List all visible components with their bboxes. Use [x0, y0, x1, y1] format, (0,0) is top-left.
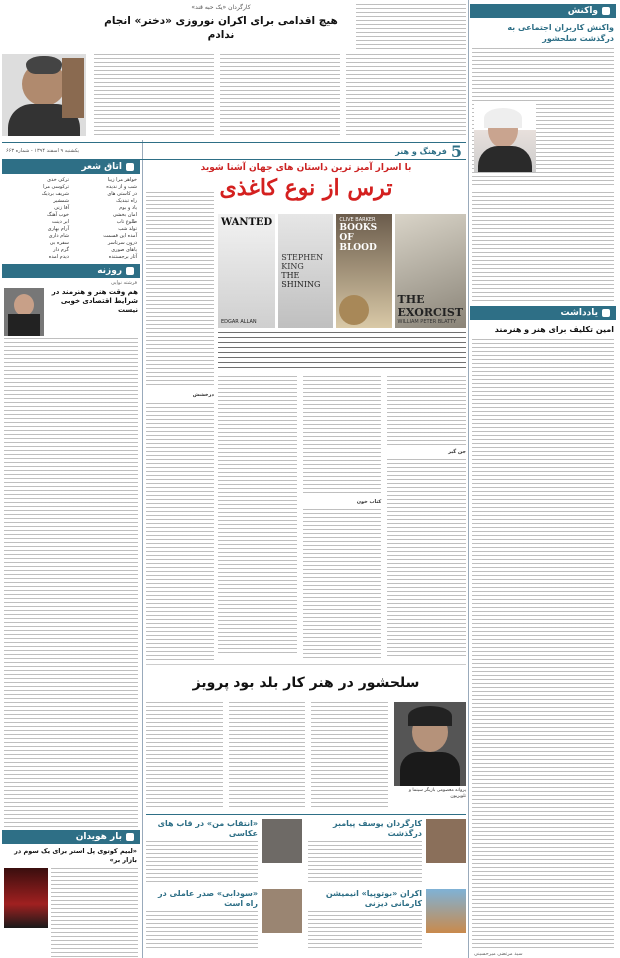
poetry-item: طلوع تاب	[116, 219, 137, 225]
section-bar-vakonesh: واکنش	[470, 4, 616, 18]
bar-title: «لبیم کوتوی پل استر برای یک سوم در بازار بر»	[14, 847, 137, 864]
subhead-exorcist: جن گیر	[448, 449, 466, 455]
column-rule	[142, 140, 143, 958]
bar-body	[51, 868, 138, 958]
poetry-list	[2, 174, 140, 264]
article-soudabi-title: «سودابی» صدر عاملی در راه است	[158, 889, 258, 908]
feature-left-col	[146, 192, 214, 662]
photo-caption: پروانه معصومی بازیگر سینما و تلویزیون	[408, 788, 466, 799]
top-article	[2, 4, 466, 140]
article-soudabi	[146, 889, 302, 953]
masthead-right	[395, 142, 462, 161]
rozaneh-photo	[4, 288, 44, 336]
rozaneh-author: فرشته نوایی	[110, 280, 137, 286]
section-icon	[126, 833, 134, 841]
yousef-photo	[426, 819, 466, 863]
section-icon	[126, 267, 134, 275]
text-col	[346, 54, 466, 136]
rozaneh-body	[4, 338, 138, 828]
poetry-item: ترکوسی مرا	[43, 184, 69, 190]
soudabi-photo	[262, 889, 302, 933]
section-bar-poetry: اتاق شعر	[2, 160, 140, 174]
book-cover-books-of-blood: CLIVE BARKER BOOKS OF BLOOD	[336, 214, 391, 328]
banner-headline: سلحشور در هنر کار بلد بود پرویز	[146, 664, 466, 700]
article-yousef-title: کارگردان یوسف پیامبر درگذشت	[332, 819, 422, 838]
feature-kicker: با اسرار آمیز ترین داستان های جهان آشنا شوید	[200, 163, 412, 173]
book-cover-photo	[4, 868, 48, 928]
poetry-item: آمده این قسمت	[103, 233, 137, 239]
bottom-story	[146, 702, 466, 812]
zootopia-photo	[426, 889, 466, 933]
section-bar-yaddasht: یادداشت	[470, 306, 616, 320]
article-zootopia-title: اکران «بوتوپیا» انیمیشن کارمانی دیزنی	[325, 889, 422, 908]
section-bar-rozaneh: روزنه	[2, 264, 140, 278]
poetry-item: شریف بردیک	[41, 191, 69, 197]
poetry-item: درون سرتاسر	[107, 240, 137, 246]
top-headline: هیچ اقدامی برای اکران نوروزی «دختر» انجام ندادم	[104, 15, 338, 41]
subhead-shining: درخشش	[192, 392, 214, 398]
page-masthead	[2, 142, 466, 160]
poetry-item: در کاستی های	[107, 191, 137, 197]
book-cover-wanted: WANTED EDGAR ALLAN	[218, 214, 275, 328]
poetry-item: آقا زنی	[54, 205, 69, 211]
book-covers	[218, 214, 466, 328]
poetry-item: سفره بی	[49, 240, 69, 246]
author-photo	[474, 102, 536, 172]
book-cover-exorcist: THE EXORCIST WILLIAM PETER BLATTY	[395, 214, 466, 328]
note-body	[472, 339, 614, 949]
poetry-item: راه تبندیک	[116, 198, 137, 204]
vakonesh-title: واکنش کاربران اجتماعی به درگذشت سلحشور	[507, 23, 614, 43]
poetry-item: ترکی خدی	[47, 177, 69, 183]
poetry-item: تولد شب	[118, 226, 137, 232]
poetry-item: شمشیر	[53, 198, 69, 204]
director-photo	[2, 54, 86, 136]
center-feature	[146, 162, 466, 662]
text-col	[220, 54, 340, 136]
rozaneh-title: هم وقت هنر و هنرمند در شرایط اقتصادی خوبی نیست	[51, 288, 138, 314]
salahshour-photo	[394, 702, 466, 786]
poetry-item: یاد و بوم	[119, 205, 137, 211]
feature-intro	[218, 332, 466, 372]
vakonesh-body-2	[472, 192, 614, 302]
section-icon	[602, 7, 610, 15]
book-cover-shining: STEPHEN KING THE SHINING	[278, 214, 333, 328]
left-column	[2, 160, 140, 954]
feature-headline: ترس از نوع کاغذی	[219, 175, 393, 201]
page-number: 5	[450, 141, 462, 161]
subhead-blood: کتاب خون	[356, 499, 382, 505]
text-col	[94, 54, 214, 136]
poetry-item: شام داری	[48, 233, 69, 239]
poetry-item: پاهای صوری	[111, 247, 137, 253]
poetry-item: ابر دینت	[51, 219, 69, 225]
article-yousef	[308, 819, 466, 885]
enteqab-photo	[262, 819, 302, 863]
article-enteqab-title: «انتقاب من» در قاب های عکاسی	[157, 819, 258, 838]
issue-date: یکشنبه ۹ اسفند ۱۳۹۴ - شماره ۶۶۳	[6, 148, 80, 154]
section-label: فرهنگ و هنر	[395, 146, 447, 156]
top-kicker: کارگردان «یک حبه قند»	[191, 4, 251, 11]
section-icon	[126, 163, 134, 171]
poetry-item: خوب آهنگ	[47, 212, 69, 218]
top-article-columns	[94, 54, 466, 136]
article-enteqab	[146, 819, 302, 885]
poetry-item: امان بخشی	[112, 212, 137, 218]
poetry-item: خواهر مرا زیبا	[107, 177, 137, 183]
poetry-item: دیدم امده	[48, 254, 69, 260]
feature-body	[218, 376, 466, 662]
article-zootopia	[308, 889, 466, 953]
section-bar-bar: بار هویدان	[2, 830, 140, 844]
poetry-item: شب و از ندیده	[106, 184, 137, 190]
top-right-text	[356, 4, 466, 52]
poetry-item: گرم دار	[53, 247, 69, 253]
poetry-item: آرام بهاری	[47, 226, 69, 232]
top-headline-block	[90, 4, 352, 42]
note-title: امین تکلیف برای هنر و هنرمند	[494, 325, 614, 334]
bottom-grid	[146, 814, 466, 954]
right-column	[470, 4, 616, 957]
column-rule	[468, 0, 469, 958]
poetry-item: آثار برجستنده	[108, 254, 137, 260]
bottom-story-columns	[146, 702, 388, 810]
note-author: سید مرتضی میرحسینی	[474, 951, 523, 957]
section-icon	[602, 309, 610, 317]
